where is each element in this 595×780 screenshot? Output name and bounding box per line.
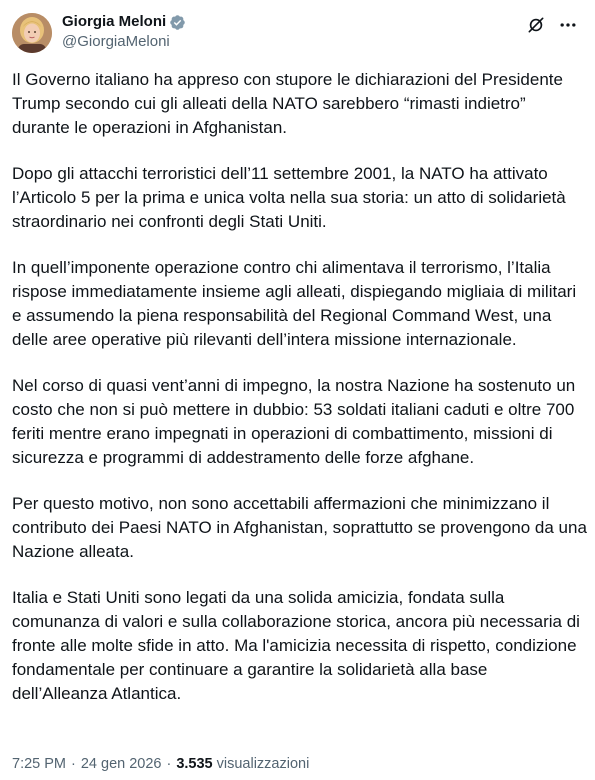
tweet-meta: [12, 756, 309, 772]
tweet-paragraph: Il Governo italiano ha appreso con stupore le dichiarazioni del Presidente Trump secondo cui gli alleati della NATO sarebbero “rimasti indietro” durante le operazioni in Afghanistan.: [12, 70, 563, 137]
tweet-paragraph: Dopo gli attacchi terroristici dell’11 settembre 2001, la NATO ha attivato l’Articolo 5 per la prima e unica volta nella sua storia: un atto di solidarietà straordinario nei confronti degli Stati Uniti.: [12, 164, 566, 231]
views-count: 3.535: [176, 756, 213, 772]
tweet-paragraph: In quell’imponente operazione contro chi alimentava il terrorismo, l’Italia rispose immediatamente insieme agli alleati, dispiegando migliaia di militari e assumendo la piena responsabilità del Regional Command West, una delle aree operative più rilevanti dell’intera missione internazionale.: [12, 258, 577, 349]
avatar[interactable]: [12, 13, 52, 53]
meta-separator: ·: [166, 756, 172, 772]
more-horizontal-icon[interactable]: [557, 14, 579, 36]
verified-badge-icon: [169, 14, 186, 31]
author-handle[interactable]: @GiorgiaMeloni: [62, 33, 170, 50]
name-row: [62, 13, 186, 31]
views-label: visualizzazioni: [216, 756, 310, 772]
meta-separator: ·: [71, 756, 76, 772]
tweet-paragraph: Nel corso di quasi vent’anni di impegno, la nostra Nazione ha sostenuto un costo che non si può mettere in dubbio: 53 soldati italiani caduti e oltre 700 feriti mentre erano impegnati in operazioni di combattimento, missioni di sicurezza e programmi di addestramento delle forze afghane.: [12, 376, 576, 467]
tweet-header: [12, 12, 579, 58]
tweet-date[interactable]: 24 gen 2026: [80, 756, 162, 772]
grok-icon[interactable]: [525, 14, 547, 36]
header-actions: [525, 14, 579, 36]
author-names: [62, 13, 186, 51]
author-display-name[interactable]: Giorgia Meloni: [62, 13, 167, 30]
tweet-time[interactable]: 7:25 PM: [12, 756, 66, 772]
tweet-paragraph: Per questo motivo, non sono accettabili affermazioni che minimizzano il contributo dei Paesi NATO in Afghanistan, soprattutto se provengono da una Nazione alleata.: [12, 494, 587, 561]
tweet-body: [12, 68, 587, 706]
tweet-paragraph: Italia e Stati Uniti sono legati da una solida amicizia, fondata sulla comunanza di valori e sulla collaborazione storica, ancora più necessaria di fronte alle molte sfide in atto. Ma l'amicizia necessita di rispetto, condizione fondamentale per continuare a garantire la solidarietà alla base dell’Alleanza Atlantica.: [12, 588, 580, 703]
avatar-image: [12, 13, 52, 53]
